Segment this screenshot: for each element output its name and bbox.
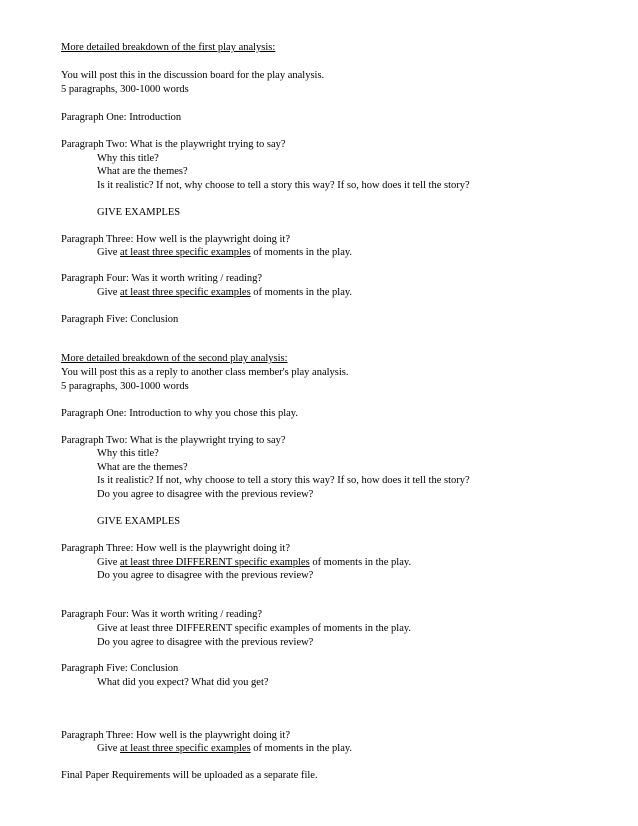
first-p3-give: Give at least three specific examples of moments in the play. bbox=[97, 247, 353, 258]
first-p4-give: Give at least three specific examples of moments in the play. bbox=[97, 287, 353, 298]
first-paragraph-one: Paragraph One: Introduction bbox=[61, 112, 182, 123]
second-p2-question-themes: What are the themes? bbox=[97, 462, 188, 473]
first-paragraph-four: Paragraph Four: Was it worth writing / reading? bbox=[61, 273, 263, 284]
extra-paragraph-three: Paragraph Three: How well is the playwright doing it? bbox=[61, 730, 291, 741]
final-paper-note: Final Paper Requirements will be uploaded as a separate file. bbox=[61, 770, 318, 781]
second-paragraph-two: Paragraph Two: What is the playwright trying to say? bbox=[61, 435, 286, 446]
first-paragraph-five: Paragraph Five: Conclusion bbox=[61, 314, 179, 325]
first-paragraph-two: Paragraph Two: What is the playwright trying to say? bbox=[61, 139, 286, 150]
second-paragraph-one: Paragraph One: Introduction to why you chose this play. bbox=[61, 408, 298, 419]
second-p4-give: Give at least three DIFFERENT specific examples of moments in the play. bbox=[97, 623, 412, 634]
second-analysis-heading: More detailed breakdown of the second play analysis: bbox=[61, 353, 288, 364]
second-length: 5 paragraphs, 300-1000 words bbox=[61, 381, 189, 392]
second-p2-question-realistic: Is it realistic? If not, why choose to tell a story this way? If so, how does it tell the story? bbox=[97, 475, 470, 486]
second-p4-agree: Do you agree to disagree with the previous review? bbox=[97, 637, 314, 648]
first-give-examples: GIVE EXAMPLES bbox=[97, 207, 181, 218]
first-p2-question-themes: What are the themes? bbox=[97, 166, 188, 177]
second-p2-question-title: Why this title? bbox=[97, 448, 159, 459]
second-paragraph-four: Paragraph Four: Was it worth writing / reading? bbox=[61, 609, 263, 620]
first-length: 5 paragraphs, 300-1000 words bbox=[61, 84, 189, 95]
first-p2-question-realistic: Is it realistic? If not, why choose to tell a story this way? If so, how does it tell the story? bbox=[97, 180, 470, 191]
second-p3-agree: Do you agree to disagree with the previous review? bbox=[97, 570, 314, 581]
second-post-note: You will post this as a reply to another class member's play analysis. bbox=[61, 367, 349, 378]
first-paragraph-three: Paragraph Three: How well is the playwright doing it? bbox=[61, 234, 291, 245]
second-p2-question-agree: Do you agree to disagree with the previous review? bbox=[97, 489, 314, 500]
second-paragraph-five: Paragraph Five: Conclusion bbox=[61, 663, 179, 674]
second-paragraph-three: Paragraph Three: How well is the playwright doing it? bbox=[61, 543, 291, 554]
extra-p3-give: Give at least three specific examples of moments in the play. bbox=[97, 743, 353, 754]
first-post-note: You will post this in the discussion board for the play analysis. bbox=[61, 70, 325, 81]
first-analysis-heading: More detailed breakdown of the first play analysis: bbox=[61, 42, 276, 53]
second-p3-give: Give at least three DIFFERENT specific examples of moments in the play. bbox=[97, 557, 412, 568]
first-p2-question-title: Why this title? bbox=[97, 153, 159, 164]
second-p5-question: What did you expect? What did you get? bbox=[97, 677, 269, 688]
second-give-examples: GIVE EXAMPLES bbox=[97, 516, 181, 527]
